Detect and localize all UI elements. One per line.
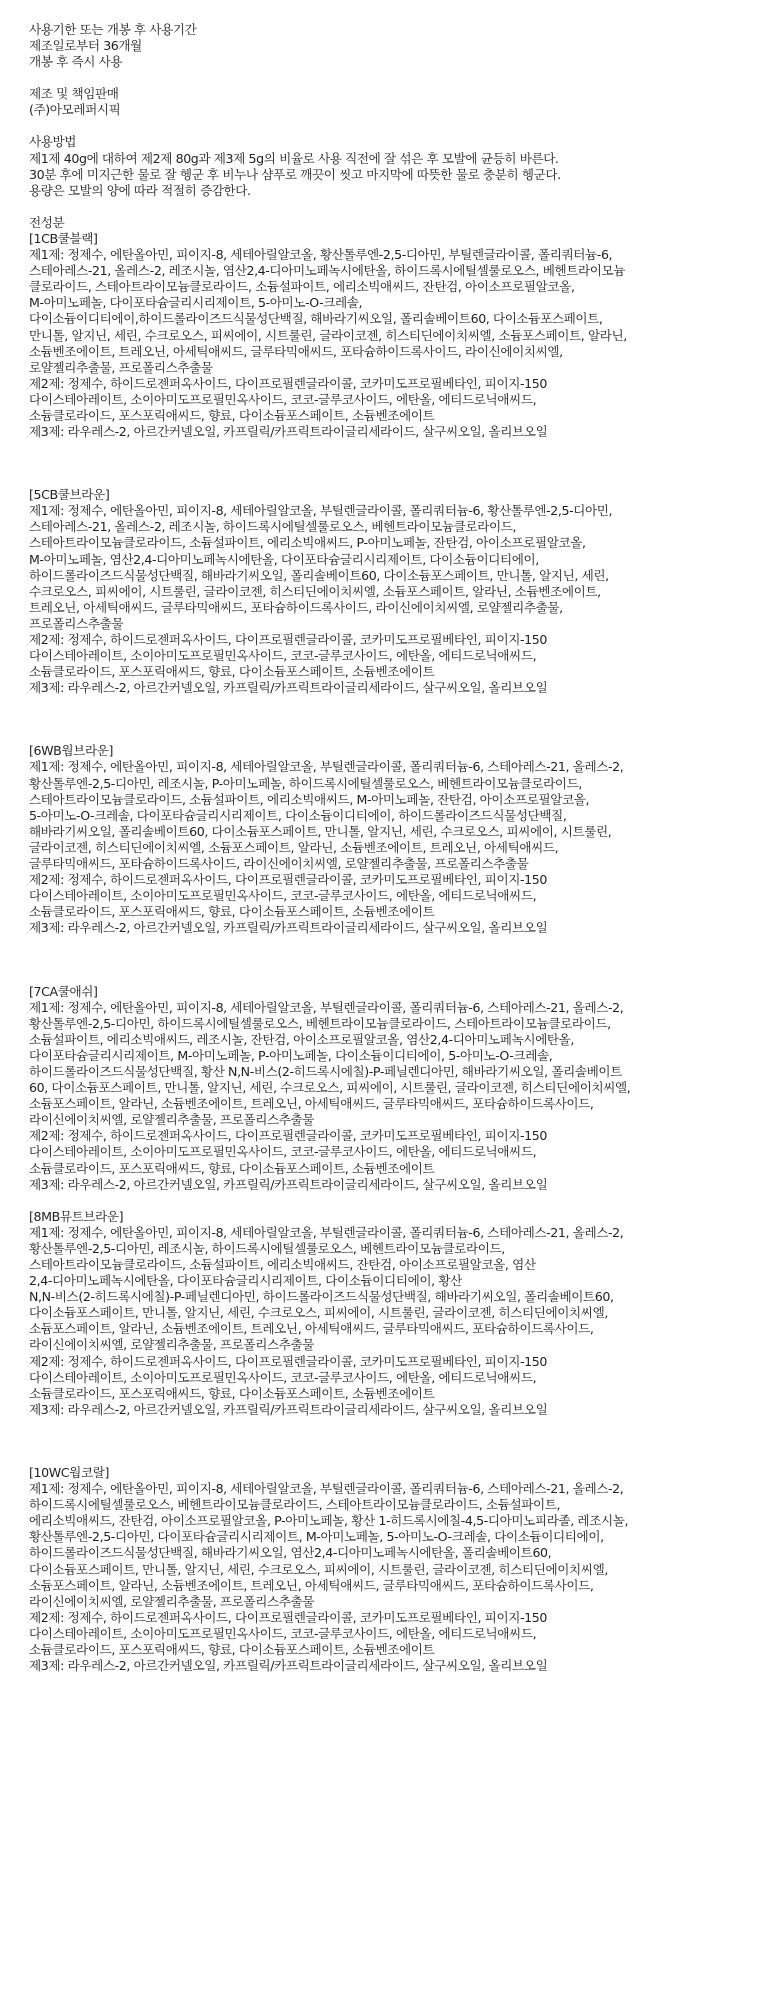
ingredient-line: 다이스테아레이트, 소이아미도프로필민옥사이드, 코코-글루코사이드, 에탄올, 에티드로닉애씨드, [29, 648, 537, 664]
usage-method-line: 용량은 모발의 양에 따라 적절히 증감한다. [29, 182, 251, 198]
ingredient-line: 제1제: 정제수, 에탄올아민, 피이지-8, 세테아릴알코올, 부틸렌글라이콜, 폴리쿼터늄-6, 스테아레스-21, 올레스-2, [29, 1224, 624, 1240]
product-name: [8MB뮤트브라운] [29, 1208, 124, 1224]
ingredient-line: 다이소듐포스페이트, 만니톨, 알지닌, 세린, 수크로오스, 피씨에이, 시트룰린, 글라이코젠, 히스티딘에이치씨엘, [29, 1561, 608, 1577]
ingredient-line: 라이신에이치씨엘, 로얄젤리추출물, 프로폴리스추출물 [29, 1337, 315, 1353]
product-ingredients-block [29, 487, 759, 696]
ingredient-line: 소듐포스페이트, 알라닌, 소듐벤조에이트, 트레오닌, 아세틱애씨드, 글루타믹애씨드, 포타슘하이드록사이드, [29, 1577, 594, 1593]
product-ingredients-block [29, 1465, 759, 1674]
ingredient-line: 다이스테아레이트, 소이아미도프로필민옥사이드, 코코-글루코사이드, 에탄올, 에티드로닉애씨드, [29, 1625, 537, 1641]
product-name: [7CA쿨애쉬] [29, 983, 98, 999]
ingredients-product-list [29, 231, 759, 1674]
product-name: [5CB쿨브라운] [29, 487, 110, 503]
ingredient-line: 제3제: 라우레스-2, 아르간커넬오일, 카프릴릭/카프릭트라이글리세라이드, 살구씨오일, 올리브오일 [29, 1401, 548, 1417]
ingredient-line: 하이드롤라이즈드식물성단백질, 해바라기씨오일, 폴리솔베이트60, 다이소듐포스페이트, 만니톨, 알지닌, 세린, [29, 567, 609, 583]
manufacturer-section [29, 86, 759, 118]
ingredient-line: 만니톨, 알지닌, 세린, 수크로오스, 피씨에이, 시트룰린, 글라이코젠, 히스티딘에이치씨엘, 소듐포스페이트, 알라닌, [29, 327, 627, 343]
ingredient-line: 제2제: 정제수, 하이드로젠퍼옥사이드, 다이프로필렌글라이콜, 코카미도프로필베타인, 피이지-150 [29, 1128, 547, 1144]
ingredient-line: 하이드롤라이즈드식물성단백질, 해바라기씨오일, 염산2,4-디아미노페녹시에탄올, 폴리솔베이트60, [29, 1545, 552, 1561]
product-name: [10WC웜코랄] [29, 1464, 109, 1480]
ingredient-line: 로얄젤리추출물, 프로폴리스추출물 [29, 359, 213, 375]
ingredient-line: 제3제: 라우레스-2, 아르간커넬오일, 카프릴릭/카프릭트라이글리세라이드, 살구씨오일, 올리브오일 [29, 920, 548, 936]
ingredient-line: 하이드롤라이즈드식물성단백질, 황산 N,N-비스(2-히드록시에칠)-P-페닐렌디아민, 해바라기씨오일, 폴리솔베이트 [29, 1063, 622, 1079]
ingredient-line: 하이드록시에틸셀룰로오스, 베헨트라이모늄클로라이드, 스테아트라이모늄클로라이드, 소듐설파이트, [29, 1497, 561, 1513]
ingredient-line: 소듐클로라이드, 포스포릭애씨드, 향료, 다이소듐포스페이트, 소듐벤조에이트 [29, 1160, 435, 1176]
ingredient-line: 소듐포스페이트, 알라닌, 소듐벤조에이트, 트레오닌, 아세틱애씨드, 글루타믹애씨드, 포타슘하이드록사이드, [29, 1096, 594, 1112]
usage-method-section [29, 134, 759, 198]
ingredient-line: 라이신에이치씨엘, 로얄젤리추출물, 프로폴리스추출물 [29, 1112, 315, 1128]
ingredient-line: N,N-비스(2-히드록시에칠)-P-페닐렌디아민, 하이드롤라이즈드식물성단백질, 해바라기씨오일, 폴리솔베이트60, [29, 1289, 614, 1305]
ingredient-line: 다이소듐포스페이트, 만니톨, 알지닌, 세린, 수크로오스, 피씨에이, 시트룰린, 글라이코젠, 히스티딘에이치씨엘, [29, 1305, 608, 1321]
ingredient-line: 황산톨루엔-2,5-디아민, 레조시놀, P-아미노페놀, 하이드록시에틸셀룰로오스, 베헨트라이모늄클로라이드, [29, 775, 582, 791]
ingredient-line: 라이신에이치씨엘, 로얄젤리추출물, 프로폴리스추출물 [29, 1593, 315, 1609]
product-ingredients-block [29, 984, 759, 1193]
ingredients-heading-block [29, 215, 759, 231]
usage-period-section [29, 22, 759, 70]
ingredient-line: 프로폴리스추출물 [29, 615, 124, 631]
ingredient-line: 제1제: 정제수, 에탄올아민, 피이지-8, 세테아릴알코올, 부틸렌글라이콜, 폴리쿼터늄-6, 황산톨루엔-2,5-디아민, [29, 503, 613, 519]
ingredient-line: 에리소빅애씨드, 잔탄검, 아이소프로필알코올, P-아미노페놀, 황산 1-히드록시에칠-4,5-디아미노피라졸, 레조시놀, [29, 1513, 629, 1529]
usage-method-line: 제1제 40g에 대하여 제2제 80g과 제3제 5g의 비율로 사용 직전에 잘 섞은 후 모발에 균등히 바른다. [29, 150, 559, 166]
ingredient-line: 제2제: 정제수, 하이드로젠퍼옥사이드, 다이프로필렌글라이콜, 코카미도프로필베타인, 피이지-150 [29, 375, 547, 391]
ingredient-line: 해바라기씨오일, 폴리솔베이트60, 다이소듐포스페이트, 만니톨, 알지닌, 세린, 수크로오스, 피씨에이, 시트룰린, [29, 823, 612, 839]
ingredient-line: 트레오닌, 아세틱애씨드, 글루타믹애씨드, 포타슘하이드록사이드, 라이신에이치씨엘, 로얄젤리추출물, [29, 599, 563, 615]
ingredient-line: 제1제: 정제수, 에탄올아민, 피이지-8, 세테아릴알코올, 황산톨루엔-2,5-디아민, 부틸렌글라이콜, 폴리쿼터늄-6, [29, 247, 613, 263]
usage-period-value: 제조일로부터 36개월 [29, 38, 142, 54]
ingredient-line: M-아미노페놀, 염산2,4-디아미노페녹시에탄올, 다이포타슘글리시리제이트, 다이소듐이디티에이, [29, 551, 539, 567]
ingredient-line: 다이소듐이디티에이,하이드롤라이즈드식물성단백질, 해바라기씨오일, 폴리솔베이트60, 다이소듐포스페이트, [29, 311, 603, 327]
ingredient-line: 제2제: 정제수, 하이드로젠퍼옥사이드, 다이프로필렌글라이콜, 코카미도프로필베타인, 피이지-150 [29, 632, 547, 647]
ingredient-line: 다이스테아레이트, 소이아미도프로필민옥사이드, 코코-글루코사이드, 에탄올, 에티드로닉애씨드, [29, 1144, 537, 1160]
ingredient-line: 글루타믹애씨드, 포타슘하이드록사이드, 라이신에이치씨엘, 로얄젤리추출물, 프로폴리스추출물 [29, 856, 529, 872]
ingredient-line: 클로라이드, 스테아트라이모늄클로라이드, 소듐설파이트, 에리소빅애씨드, 잔탄검, 아이소프로필알코올, [29, 279, 575, 295]
ingredient-line: 제2제: 정제수, 하이드로젠퍼옥사이드, 다이프로필렌글라이콜, 코카미도프로필베타인, 피이지-150 [29, 1609, 547, 1625]
ingredients-heading: 전성분 [29, 214, 65, 230]
ingredient-line: 다이스테아레이트, 소이아미도프로필민옥사이드, 코코-글루코사이드, 에탄올, 에티드로닉애씨드, [29, 391, 537, 407]
usage-period-heading: 사용기한 또는 개봉 후 사용기간 [29, 22, 197, 37]
manufacturer-heading: 제조 및 책임판매 [29, 86, 119, 102]
ingredient-line: 소듐클로라이드, 포스포릭애씨드, 향료, 다이소듐포스페이트, 소듐벤조에이트 [29, 1385, 435, 1401]
ingredient-line: 스테아트라이모늄클로라이드, 소듐설파이트, 에리소빅애씨드, P-아미노페놀, 잔탄검, 아이소프로필알코올, [29, 535, 586, 551]
ingredient-line: 60, 다이소듐포스페이트, 만니톨, 알지닌, 세린, 수크로오스, 피씨에이, 시트룰린, 글라이코젠, 히스티딘에이치씨엘, [29, 1080, 631, 1096]
ingredient-line: 제3제: 라우레스-2, 아르간커넬오일, 카프릴릭/카프릭트라이글리세라이드, 살구씨오일, 올리브오일 [29, 1658, 548, 1674]
product-info-document [29, 22, 759, 1674]
ingredient-line: 황산톨루엔-2,5-디아민, 레조시놀, 하이드록시에틸셀룰로오스, 베헨트라이모늄클로라이드, [29, 1240, 505, 1256]
product-ingredients-block [29, 743, 759, 936]
ingredient-line: 다이스테아레이트, 소이아미도프로필민옥사이드, 코코-글루코사이드, 에탄올, 에티드로닉애씨드, [29, 888, 537, 904]
ingredient-line: 제1제: 정제수, 에탄올아민, 피이지-8, 세테아릴알코올, 부틸렌글라이콜, 폴리쿼터늄-6, 스테아레스-21, 올레스-2, [29, 999, 624, 1015]
ingredient-line: 스테아트라이모늄클로라이드, 소듐설파이트, 에리소빅애씨드, M-아미노페놀, 잔탄검, 아이소프로필알코올, [29, 791, 590, 807]
ingredient-line: 스테아레스-21, 올레스-2, 레조시놀, 하이드록시에틸셀룰로오스, 베헨트라이모늄클로라이드, [29, 519, 517, 535]
ingredient-line: 황산톨루엔-2,5-디아민, 다이포타슘글리시리제이트, M-아미노페놀, 5-아미노-O-크레솔, 다이소듐이디티에이, [29, 1529, 604, 1545]
ingredient-line: 제3제: 라우레스-2, 아르간커넬오일, 카프릴릭/카프릭트라이글리세라이드, 살구씨오일, 올리브오일 [29, 680, 548, 696]
ingredient-line: 스테아레스-21, 올레스-2, 레조시놀, 염산2,4-디아미노페녹시에탄올, 하이드록시에틸셀룰로오스, 베헨트라이모늄 [29, 263, 626, 279]
ingredient-line: 제2제: 정제수, 하이드로젠퍼옥사이드, 다이프로필렌글라이콜, 코카미도프로필베타인, 피이지-150 [29, 872, 547, 888]
ingredient-line: 소듐클로라이드, 포스포릭애씨드, 향료, 다이소듐포스페이트, 소듐벤조에이트 [29, 664, 435, 680]
ingredient-line: 소듐설파이트, 에리소빅애씨드, 레조시놀, 잔탄검, 아이소프로필알코올, 염산2,4-디아미노페녹시에탄올, [29, 1031, 574, 1047]
ingredient-line: 소듐클로라이드, 포스포릭애씨드, 향료, 다이소듐포스페이트, 소듐벤조에이트 [29, 1641, 435, 1657]
ingredient-line: 다이스테아레이트, 소이아미도프로필민옥사이드, 코코-글루코사이드, 에탄올, 에티드로닉애씨드, [29, 1369, 537, 1385]
ingredient-line: 소듐클로라이드, 포스포릭애씨드, 향료, 다이소듐포스페이트, 소듐벤조에이트 [29, 407, 435, 423]
product-ingredients-block [29, 1209, 759, 1418]
ingredient-line: 제1제: 정제수, 에탄올아민, 피이지-8, 세테아릴알코올, 부틸렌글라이콜, 폴리쿼터늄-6, 스테아레스-21, 올레스-2, [29, 759, 624, 775]
ingredient-line: 다이포타슘글리시리제이트, M-아미노페놀, P-아미노페놀, 다이소듐이디티에이, 5-아미노-O-크레솔, [29, 1047, 553, 1063]
ingredient-line: 제2제: 정제수, 하이드로젠퍼옥사이드, 다이프로필렌글라이콜, 코카미도프로필베타인, 피이지-150 [29, 1353, 547, 1369]
ingredient-line: 2,4-디아미노페녹시에탄올, 다이포타슘글리시리제이트, 다이소듐이디티에이, 황산 [29, 1273, 462, 1289]
ingredient-line: 소듐클로라이드, 포스포릭애씨드, 향료, 다이소듐포스페이트, 소듐벤조에이트 [29, 904, 435, 920]
usage-period-note: 개봉 후 즉시 사용 [29, 54, 123, 70]
ingredient-line: 글라이코젠, 히스티딘에이치씨엘, 소듐포스페이트, 알라닌, 소듐벤조에이트, 트레오닌, 아세틱애씨드, [29, 839, 559, 855]
usage-method-line: 30분 후에 미지근한 물로 잘 헹군 후 비누나 샴푸로 깨끗이 씻고 마지막에 따뜻한 물로 충분히 헹군다. [29, 166, 561, 182]
ingredient-line: 황산톨루엔-2,5-디아민, 하이드록시에틸셀룰로오스, 베헨트라이모늄클로라이드, 스테아트라이모늄클로라이드, [29, 1015, 611, 1031]
ingredient-line: 수크로오스, 피씨에이, 시트룰린, 글라이코젠, 히스티딘에이치씨엘, 소듐포스페이트, 알라닌, 소듐벤조에이트, [29, 583, 601, 599]
ingredient-line: 5-아미노-O-크레솔, 다이포타슘글리시리제이트, 다이소듐이디티에이, 하이드롤라이즈드식물성단백질, [29, 807, 567, 823]
product-name: [6WB웜브라운] [29, 743, 113, 759]
product-name: [1CB쿨블랙] [29, 230, 98, 246]
ingredient-line: 제1제: 정제수, 에탄올아민, 피이지-8, 세테아릴알코올, 부틸렌글라이콜, 폴리쿼터늄-6, 스테아레스-21, 올레스-2, [29, 1481, 624, 1497]
usage-method-heading: 사용방법 [29, 134, 77, 150]
product-ingredients-block [29, 231, 759, 440]
ingredient-line: 스테아트라이모늄클로라이드, 소듐설파이트, 에리소빅애씨드, 잔탄검, 아이소프로필알코올, 염산 [29, 1257, 536, 1272]
ingredient-line: 소듐포스페이트, 알라닌, 소듐벤조에이트, 트레오닌, 아세틱애씨드, 글루타믹애씨드, 포타슘하이드록사이드, [29, 1321, 594, 1337]
ingredient-line: 제3제: 라우레스-2, 아르간커넬오일, 카프릴릭/카프릭트라이글리세라이드, 살구씨오일, 올리브오일 [29, 1176, 548, 1192]
manufacturer-name: (주)아모레퍼시픽 [29, 102, 121, 118]
ingredient-line: 제3제: 라우레스-2, 아르간커넬오일, 카프릴릭/카프릭트라이글리세라이드, 살구씨오일, 올리브오일 [29, 424, 548, 440]
ingredient-line: M-아미노페놀, 다이포타슘글리시리제이트, 5-아미노-O-크레솔, [29, 295, 363, 311]
ingredient-line: 소듐벤조에이트, 트레오닌, 아세틱애씨드, 글루타믹애씨드, 포타슘하이드록사이드, 라이신에이치씨엘, [29, 343, 563, 359]
